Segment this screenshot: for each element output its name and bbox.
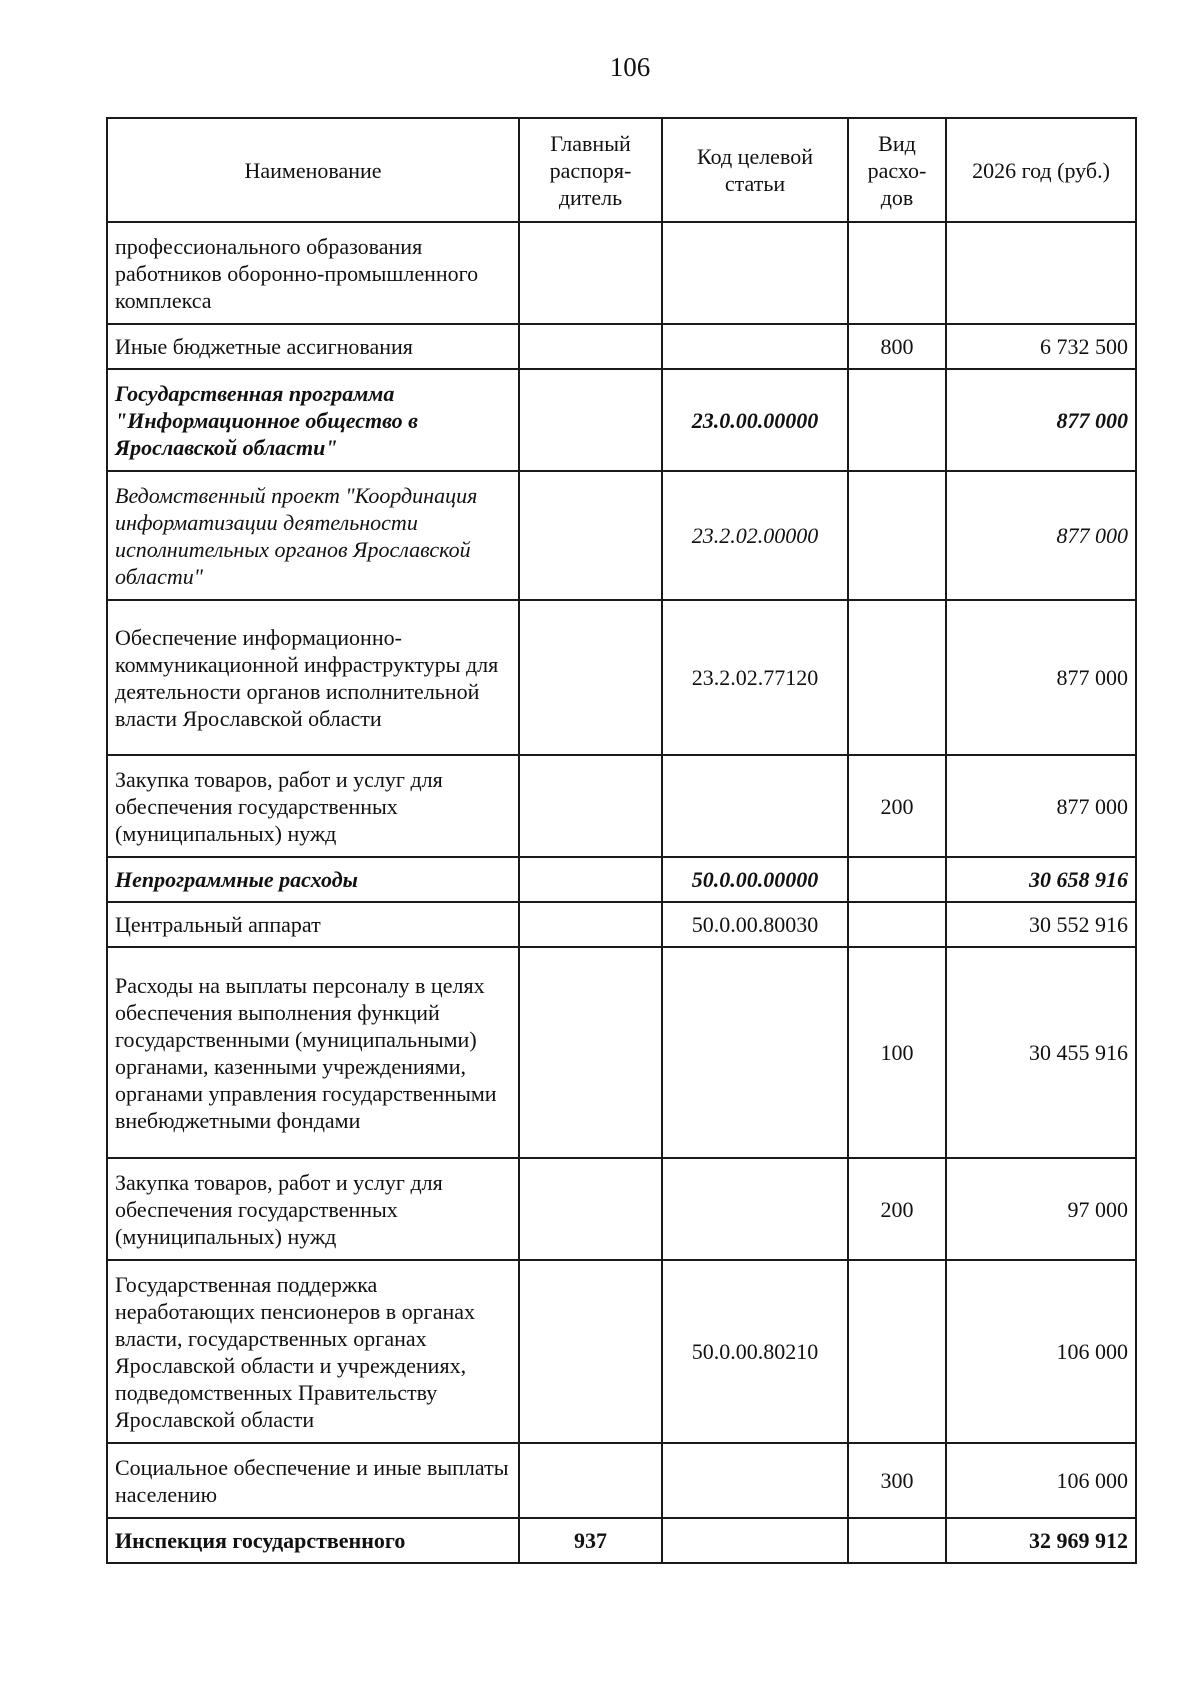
row-kind xyxy=(848,222,946,324)
row-manager xyxy=(519,471,662,600)
row-amount: 6 732 500 xyxy=(946,324,1136,369)
row-manager xyxy=(519,857,662,902)
row-code xyxy=(662,755,848,857)
row-kind xyxy=(848,1518,946,1563)
row-kind xyxy=(848,471,946,600)
row-amount: 877 000 xyxy=(946,755,1136,857)
row-code xyxy=(662,1443,848,1518)
row-manager: 937 xyxy=(519,1518,662,1563)
row-amount: 106 000 xyxy=(946,1260,1136,1443)
row-name: Социальное обеспечение и иные выплаты населению xyxy=(107,1443,519,1518)
row-kind xyxy=(848,902,946,947)
row-manager xyxy=(519,947,662,1158)
row-code: 50.0.00.80210 xyxy=(662,1260,848,1443)
row-name: Закупка товаров, работ и услуг для обеспечения государственных (муниципальных) нужд xyxy=(107,1158,519,1260)
row-amount: 877 000 xyxy=(946,369,1136,471)
row-manager xyxy=(519,222,662,324)
row-amount xyxy=(946,222,1136,324)
table-row xyxy=(107,369,1136,471)
row-kind: 100 xyxy=(848,947,946,1158)
row-name: Государственная поддержка неработающих пенсионеров в органах власти, государственных органах Ярославской области и учреждениях, подведомственных Правительству Ярославской области xyxy=(107,1260,519,1443)
row-kind xyxy=(848,369,946,471)
budget-table xyxy=(106,117,1137,1564)
page-number: 106 xyxy=(609,52,651,82)
table-row xyxy=(107,1260,1136,1443)
row-code: 23.2.02.77120 xyxy=(662,600,848,755)
table-row xyxy=(107,857,1136,902)
row-code xyxy=(662,947,848,1158)
row-manager xyxy=(519,369,662,471)
row-amount: 30 658 916 xyxy=(946,857,1136,902)
row-name: Обеспечение информационно-коммуникационной инфраструктуры для деятельности органов исполнительной власти Ярославской области xyxy=(107,600,519,755)
row-kind xyxy=(848,600,946,755)
row-name: Расходы на выплаты персоналу в целях обеспечения выполнения функций государственными (муниципальными) органами, казенными учреждениями, органами управления государственными внебюджетными фондами xyxy=(107,947,519,1158)
row-kind: 300 xyxy=(848,1443,946,1518)
row-kind: 800 xyxy=(848,324,946,369)
table-row xyxy=(107,1158,1136,1260)
table-row xyxy=(107,1518,1136,1563)
row-code: 23.2.02.00000 xyxy=(662,471,848,600)
row-code: 50.0.00.00000 xyxy=(662,857,848,902)
table-row xyxy=(107,324,1136,369)
table-row xyxy=(107,222,1136,324)
row-kind xyxy=(848,857,946,902)
row-amount: 877 000 xyxy=(946,600,1136,755)
row-name: Центральный аппарат xyxy=(107,902,519,947)
row-manager xyxy=(519,755,662,857)
header-manager: Главный распоря-дитель xyxy=(519,118,662,222)
row-name: профессионального образования работников оборонно-промышленного комплекса xyxy=(107,222,519,324)
row-name: Ведомственный проект "Координация информатизации деятельности исполнительных органов Ярославской области" xyxy=(107,471,519,600)
row-amount: 30 455 916 xyxy=(946,947,1136,1158)
row-name: Государственная программа "Информационное общество в Ярославской области" xyxy=(107,369,519,471)
header-name: Наименование xyxy=(107,118,519,222)
row-manager xyxy=(519,324,662,369)
row-manager xyxy=(519,600,662,755)
row-amount: 106 000 xyxy=(946,1443,1136,1518)
table-row xyxy=(107,471,1136,600)
row-name: Инспекция государственного xyxy=(107,1518,519,1563)
table-row xyxy=(107,947,1136,1158)
row-code xyxy=(662,222,848,324)
row-kind xyxy=(848,1260,946,1443)
row-name: Иные бюджетные ассигнования xyxy=(107,324,519,369)
row-manager xyxy=(519,1158,662,1260)
header-code: Код целевой статьи xyxy=(662,118,848,222)
row-kind: 200 xyxy=(848,1158,946,1260)
row-code xyxy=(662,1158,848,1260)
row-code: 50.0.00.80030 xyxy=(662,902,848,947)
header-kind: Вид расхо-дов xyxy=(848,118,946,222)
row-code: 23.0.00.00000 xyxy=(662,369,848,471)
row-amount: 97 000 xyxy=(946,1158,1136,1260)
row-amount: 32 969 912 xyxy=(946,1518,1136,1563)
row-manager xyxy=(519,1260,662,1443)
row-kind: 200 xyxy=(848,755,946,857)
table-row xyxy=(107,600,1136,755)
row-amount: 30 552 916 xyxy=(946,902,1136,947)
row-manager xyxy=(519,1443,662,1518)
header-amount: 2026 год (руб.) xyxy=(946,118,1136,222)
row-name: Непрограммные расходы xyxy=(107,857,519,902)
row-amount: 877 000 xyxy=(946,471,1136,600)
table-row xyxy=(107,755,1136,857)
table-header-row xyxy=(107,118,1136,222)
table-row xyxy=(107,902,1136,947)
row-manager xyxy=(519,902,662,947)
table-row xyxy=(107,1443,1136,1518)
row-name: Закупка товаров, работ и услуг для обеспечения государственных (муниципальных) нужд xyxy=(107,755,519,857)
row-code xyxy=(662,324,848,369)
row-code xyxy=(662,1518,848,1563)
